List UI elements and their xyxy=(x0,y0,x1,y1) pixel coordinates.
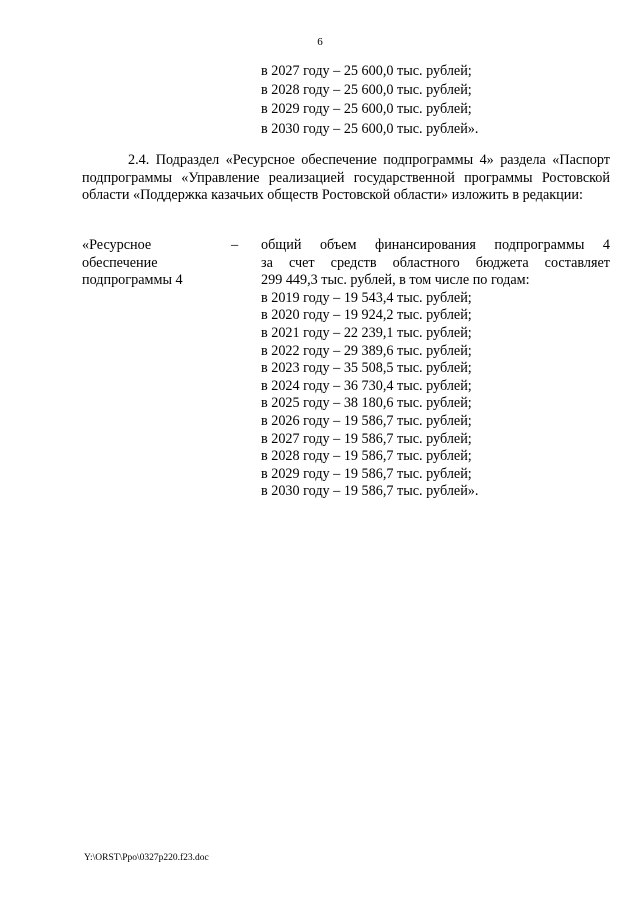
year-item: в 2026 году – 19 586,7 тыс. рублей; xyxy=(261,412,472,429)
year-item: в 2021 году – 22 239,1 тыс. рублей; xyxy=(261,324,472,341)
year-item: в 2022 году – 29 389,6 тыс. рублей; xyxy=(261,342,472,359)
total-line: 299 449,3 тыс. рублей, в том числе по годам: xyxy=(261,272,530,289)
paragraph-text: 2.4. Подраздел «Ресурсное обеспечение подпрограммы 4» раздела «Паспорт подпрограммы «Управление реализацией государственной программы Ростовской области «Поддержка казачьих обществ Ростовской области» изложить в редакции: xyxy=(82,152,610,203)
passport-label xyxy=(82,237,232,290)
year-item: в 2020 году – 19 924,2 тыс. рублей; xyxy=(261,307,472,324)
year-item: в 2030 году – 19 586,7 тыс. рублей». xyxy=(261,483,479,500)
label-line: подпрограммы 4 xyxy=(82,272,183,289)
year-item: в 2028 году – 19 586,7 тыс. рублей; xyxy=(261,448,472,465)
year-item: в 2027 году – 19 586,7 тыс. рублей; xyxy=(261,430,472,447)
separator-dash: – xyxy=(231,237,239,253)
year-item: в 2023 году – 35 508,5 тыс. рублей; xyxy=(261,360,472,377)
footer-file-path: Y:\ORST\Ppo\0327p220.f23.doc xyxy=(84,853,209,863)
list-item: в 2029 году – 25 600,0 тыс. рублей; xyxy=(261,101,472,118)
amendment-paragraph xyxy=(82,152,610,205)
list-item: в 2030 году – 25 600,0 тыс. рублей». xyxy=(261,120,479,137)
year-item: в 2025 году – 38 180,6 тыс. рублей; xyxy=(261,395,472,412)
intro-line: за счет средств областного бюджета составляет xyxy=(261,254,610,271)
year-item: в 2029 году – 19 586,7 тыс. рублей; xyxy=(261,465,472,482)
page-number: 6 xyxy=(317,36,323,48)
intro-line: общий объем финансирования подпрограммы 4 xyxy=(261,237,610,253)
list-item: в 2027 году – 25 600,0 тыс. рублей; xyxy=(261,63,472,79)
list-item: в 2028 году – 25 600,0 тыс. рублей; xyxy=(261,82,472,99)
label-line: обеспечение xyxy=(82,254,158,271)
label-line: «Ресурсное xyxy=(82,237,152,253)
funding-list-continuation xyxy=(261,62,478,139)
passport-value xyxy=(261,237,610,501)
year-item: в 2019 году – 19 543,4 тыс. рублей; xyxy=(261,289,472,306)
year-item: в 2024 году – 36 730,4 тыс. рублей; xyxy=(261,377,472,394)
